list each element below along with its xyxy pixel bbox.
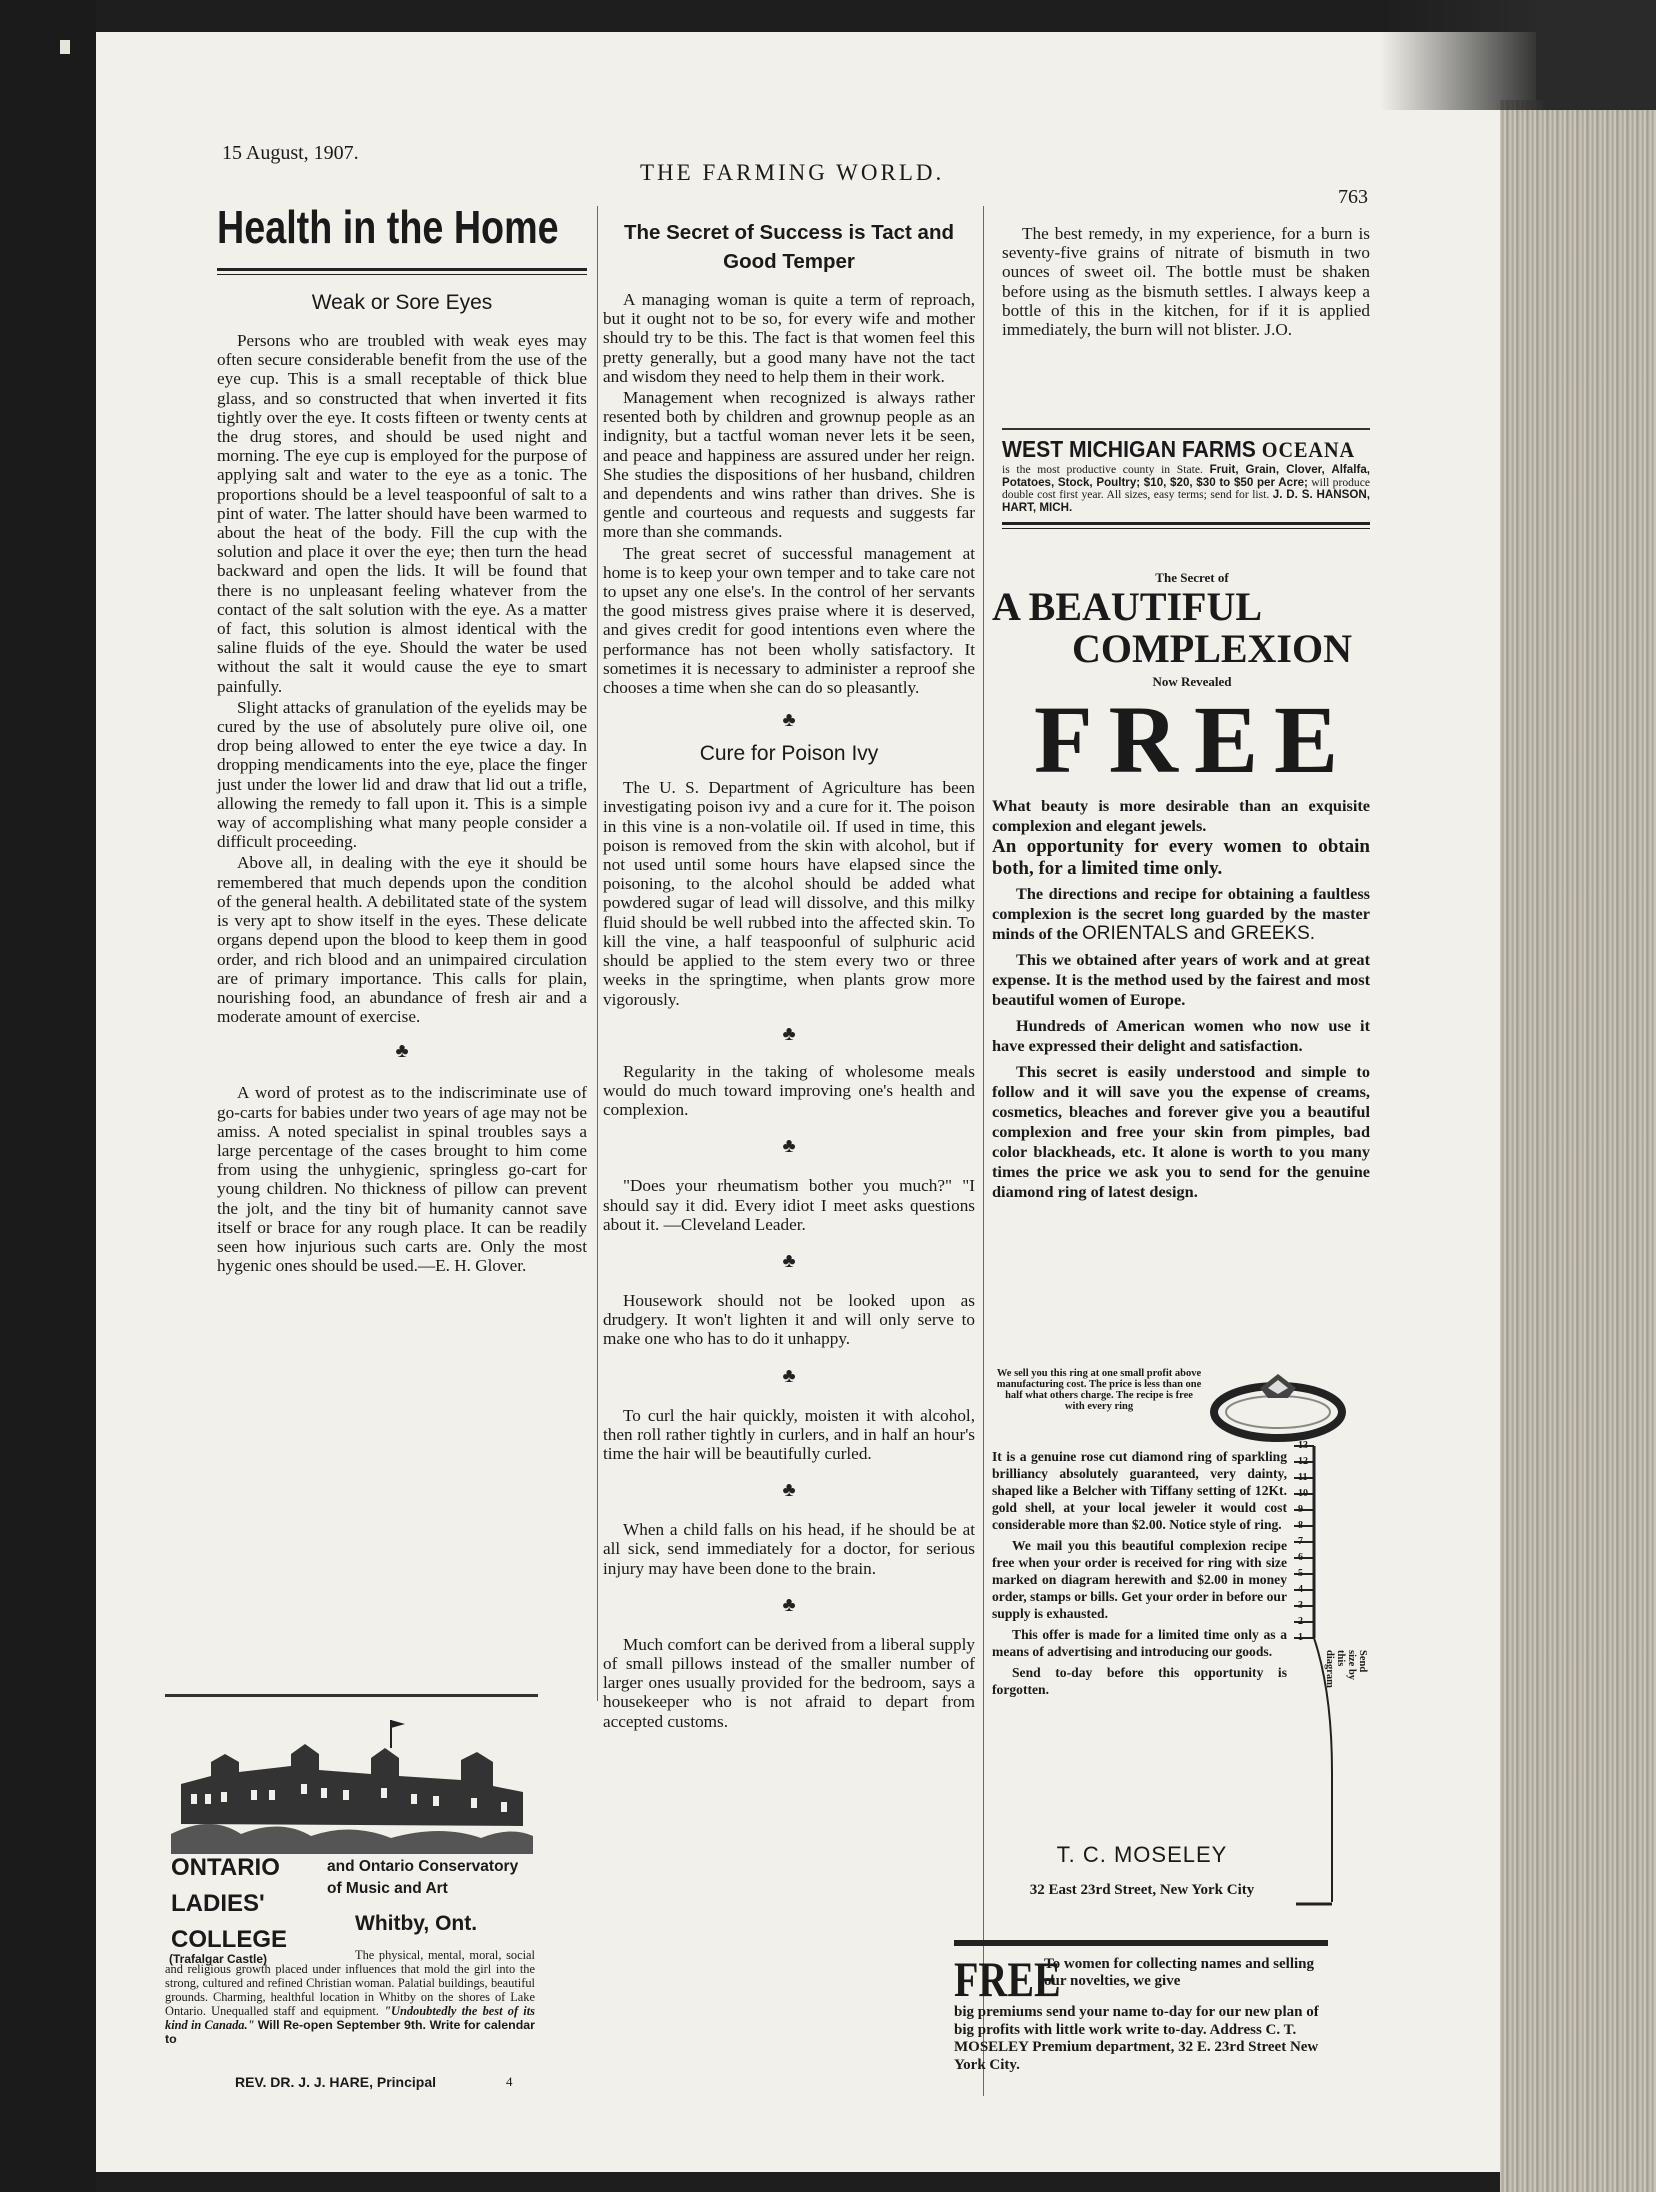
bc-signature: T. C. MOSELEY xyxy=(1056,1842,1228,1867)
college-body xyxy=(165,1948,535,2046)
bc-orientals: ORIENTALS and GREEKS. xyxy=(1082,923,1316,944)
gocart-paragraph: A word of protest as to the indiscriminate use of go-carts for babies under two years of age may not be amiss. A noted specialist in spinal troubles says a large percentage of the cases brought to him come from using the unhygienic, springless go-cart for young children. No thickness of pillow can prevent the jolt, and the tiny bit of humanity cannot save itself or brace for any rough place. It can be readily seen how injurious such carts are. Only the most hygenic ones should be used.—E. H. Glover. xyxy=(217,1083,587,1276)
page-header xyxy=(0,138,1656,208)
wmf-contact: J. D. S. HANSON, HART, MICH. xyxy=(1002,488,1370,514)
bc-headline: COMPLEXION xyxy=(1072,626,1352,671)
paragraph: Persons who are troubled with weak eyes may often secure considerable benefit from the use of the eye cup. This is a small receptable of thick blue glass, and so constructed that when inverted it fits tightly over the eye. It costs fifteen or twenty cents at the drug stores, and should be used night and morning. The eye cup is employed for the purpose of applying salt and water to the eye as a tonic. The proportions should be a level teaspoonful of salt to a pint of water. The latter should have been warmed to about the heat of the body. Fill the cup with the solution and place it over the eye; then turn the head backward and open the lids. It will be found that there is no unpleasant feeling whatever from the contact of the salt solution with the eye. As a matter of fact, this solution is almost identical with the saline fluids of the eye. Should the water be used without the salt it would cause the eye to smart painfully. xyxy=(217,331,587,696)
column-rule-1 xyxy=(597,206,598,1701)
college-reopen: Will Re-open September 9th. Write for calendar to xyxy=(165,2018,535,2046)
burn-paragraph: The best remedy, in my experience, for a burn is seventy-five grains of nitrate of bismuth in two ounces of sweet oil. The bottle must be shaken before using as the bismuth settles. I always keep a bottle of this in the kitchen, for if it is applied immediately, the burn will not blister. J.O. xyxy=(1002,224,1370,340)
bc-free: FREE xyxy=(1034,686,1355,793)
gauge-number: 8 xyxy=(1298,1520,1303,1531)
college-building-illustration xyxy=(171,1714,533,1854)
section-title-poison-ivy: Cure for Poison Ivy xyxy=(699,742,879,766)
college-subtitle: (Trafalgar Castle) xyxy=(169,1952,268,1966)
ad-rule xyxy=(1002,428,1370,430)
column-rule-2 xyxy=(983,206,984,2096)
wmf-title xyxy=(1002,436,1356,463)
bc-paragraph: Send to-day before this opportunity is forgotten. xyxy=(992,1665,1287,1697)
west-michigan-farms-ad xyxy=(1002,436,1370,529)
wmf-text: will produce double cost first year. All sizes, easy terms; send for list. xyxy=(1002,475,1370,501)
gauge-number: 3 xyxy=(1298,1600,1303,1611)
column-burn xyxy=(1002,224,1370,341)
diamond-ring-icon xyxy=(1208,1368,1358,1448)
ornament-icon: ♣ xyxy=(782,1135,796,1158)
short-item: When a child falls on his head, if he should be at all sick, send immediately for a doctor, for serious injury may have been done to the brain. xyxy=(603,1520,975,1578)
short-item: To curl the hair quickly, moisten it with alcohol, then roll rather tightly in curlers, and in half an hour's time the hair will be beautifully curled. xyxy=(603,1405,975,1463)
bc-paragraph: This secret is easily understood and simple to follow and it will save you the expense of creams, cosmetics, bleaches and forever give you a beautiful complexion and free your skin from pimples, bad color blackheads, etc. It alone is worth to you many times the price we ask you to send for the genuine diamond ring of latest design. xyxy=(992,1062,1370,1201)
section-title-tact: The Secret of Success is Tact and Good Temper xyxy=(623,221,955,273)
bc-paragraph: An opportunity for every women to obtain both, for a limited time only. xyxy=(992,836,1370,879)
masthead: Health in the Home xyxy=(217,201,559,253)
moseley-premium-ad xyxy=(954,1940,1328,2096)
wmf-text: is the most productive county in State. xyxy=(1002,463,1203,476)
complexion-ad xyxy=(992,570,1370,1898)
ctm-top: To women for collecting names and selling our novelties, we give xyxy=(1044,1956,1315,1989)
paragraph: Management when recognized is always rather resented both by children and grownup people as an indignity, but a tactful woman never lets it be seen, and peace and happiness are assured under her reign. She studies the dispositions of her husband, children and dependents and wins rather than drives. She is gentle and courteous and requests and suggests far more than she commands. xyxy=(603,388,975,542)
top-shadow xyxy=(1380,0,1656,110)
bc-paragraph: Hundreds of American women who now use it have expressed their delight and satisfaction. xyxy=(992,1016,1370,1055)
gauge-number: 13 xyxy=(1298,1440,1308,1451)
section-title-eyes: Weak or Sore Eyes xyxy=(311,291,493,314)
ornament-icon: ♣ xyxy=(395,1040,409,1063)
short-item: Regularity in the taking of wholesome meals would do much toward improving one's health and complexion. xyxy=(603,1061,975,1120)
ctm-free: FREE xyxy=(954,1951,1061,2007)
bc-address: 32 East 23rd Street, New York City xyxy=(1029,1882,1255,1898)
ring-note: We sell you this ring at one small profit above manufacturing cost. The price is less than one half what others charge. The recipe is free with every ring xyxy=(996,1368,1202,1412)
ctm-rest: big premiums send your name to-day for our new plan of big profits with little work write to-day. Address C. T. MOSELEY Premium department, 32 E. 23rd Street New York City. xyxy=(954,2004,1319,2073)
gauge-number: 10 xyxy=(1298,1488,1308,1499)
bc-paragraph xyxy=(992,884,1370,944)
bc-paragraph: We mail you this beautiful complexion recipe free when your order is received for ring with size marked on diagram herewith and $2.00 in money order, stamps or bills. Get your order in before our supply is exhausted. xyxy=(992,1538,1287,1621)
spine-mark xyxy=(60,40,70,54)
college-location: Whitby, Ont. xyxy=(355,1912,478,1935)
gauge-number: 2 xyxy=(1298,1616,1303,1627)
college-quote: "Undoubtedly the best of its kind in Canada." xyxy=(165,2004,535,2032)
wmf-products: Fruit, Grain, Clover, Alfalfa, Potatoes, Stock, Poultry; $10, $20, $30 to $50 per Acre; xyxy=(1002,463,1370,489)
bc-revealed: Now Revealed xyxy=(1152,674,1232,689)
column-health xyxy=(217,200,587,1277)
ad-number: 4 xyxy=(506,2074,513,2089)
ornament-icon: ♣ xyxy=(782,1479,796,1502)
wmf-body xyxy=(1002,464,1370,514)
college-name-line: LADIES' xyxy=(171,1890,265,1917)
page-edges xyxy=(1500,100,1656,2192)
ornament-icon: ♣ xyxy=(782,1249,796,1272)
book-spine xyxy=(0,0,96,2192)
ring-offer xyxy=(992,1368,1370,1448)
gauge-number: 1 xyxy=(1298,1632,1303,1643)
bc-headline: A BEAUTIFUL xyxy=(992,584,1263,629)
short-item: Much comfort can be derived from a liberal supply of small pillows instead of the smaller number of larger ones usually provided for the bedroom, says a housekeeper who is not afraid to depart from accepted customs. xyxy=(603,1634,975,1731)
paragraph: The great secret of successful management at home is to keep your own temper and to take care not to upset any one else's. In the control of her servants the good mistress gives praise where it is deserved, and gives credit for good intentions even where the performance has not been wholly satisfactory. It sometimes it is necessary to administer a reproof she chooses a time when she can do so pleasantly. xyxy=(603,543,975,698)
wmf-rule xyxy=(1002,522,1370,529)
paragraph: The U. S. Department of Agriculture has been investigating poison ivy and a cure for it. The poison in this vine is a non-volatile oil. If used in time, this poison is removed from the skin with alcohol, but if not used until some hours have elapsed since the poisoning, to the alcohol should be added what powdered sugar of lead will dissolve, and this milky fluid should be well rubbed into the affected skin. To kill the vine, a half teaspoonful of sulphuric acid should be applied to the stem every two or three weeks in the springtime, when plants grow more vigorously. xyxy=(603,778,975,1009)
gauge-number: 4 xyxy=(1298,1584,1303,1595)
gauge-number: 12 xyxy=(1298,1456,1308,1467)
issue-date: 15 August, 1907. xyxy=(222,142,359,164)
ornament-icon: ♣ xyxy=(782,709,796,732)
college-name-line: COLLEGE xyxy=(171,1926,288,1953)
bc-paragraph: It is a genuine rose cut diamond ring of sparkling brilliancy absolutely guaranteed, very dainty, shaped like a Belcher with Tiffany setting of 12Kt. gold shell, at your local jeweler it would cost considerable more than $2.00. Notice style of ring. xyxy=(992,1449,1287,1532)
wmf-name: WEST MICHIGAN FARMS xyxy=(1002,436,1256,462)
publication-title: THE FARMING WORLD. xyxy=(640,160,945,185)
gauge-label: Send size by this diagram xyxy=(1324,1650,1368,1688)
college-ad xyxy=(165,1704,538,2094)
college-conservatory: and Ontario Conservatory of Music and Art xyxy=(327,1858,519,1897)
ornament-icon: ♣ xyxy=(782,1022,796,1045)
bc-text: The directions and recipe for obtaining a faultless complexion is the secret long guarded by the master minds of the xyxy=(992,884,1370,943)
gauge-number: 7 xyxy=(1298,1536,1303,1547)
college-description: The physical, mental, moral, social and religious growth placed under influences that mold the girl into the strong, cultured and refined Christian woman. Palatial buildings, beautiful grounds. Charming, healthful location in Whitby on the shores of Lake Ontario. Unequalled staff and equipment. xyxy=(165,1948,535,2018)
gauge-number: 5 xyxy=(1298,1568,1303,1579)
bc-lower xyxy=(992,1448,1287,1698)
masthead-rule xyxy=(217,268,587,275)
ornament-icon: ♣ xyxy=(782,1593,796,1616)
college-name xyxy=(171,1850,287,1958)
short-item: "Does your rheumatism bother you much?" "I should say it did. Every idiot I meet asks questions about it. —Cleveland Leader. xyxy=(603,1176,975,1234)
college-principal: REV. DR. J. J. HARE, Principal xyxy=(235,2074,436,2090)
gauge-number: 6 xyxy=(1298,1552,1303,1563)
gauge-number: 11 xyxy=(1298,1472,1308,1483)
bc-paragraph: This offer is made for a limited time only as a means of advertising and introducing our goods. xyxy=(992,1627,1287,1659)
bc-secret: The Secret of xyxy=(1155,570,1229,585)
college-name-line: ONTARIO xyxy=(171,1854,280,1881)
bc-paragraph: This we obtained after years of work and at great expense. It is the method used by the fairest and most beautiful women of Europe. xyxy=(992,950,1370,1009)
paragraph: A managing woman is quite a term of reproach, but it ought not to be so, for every wife and mother should try to be this. The fact is that women feel this pretty generally, but a good many have not the tact and wisdom they need to help them in their work. xyxy=(603,290,975,386)
bc-body xyxy=(992,796,1370,1202)
gauge-number: 9 xyxy=(1298,1504,1303,1515)
bc-paragraph: What beauty is more desirable than an exquisite complexion and elegant jewels. xyxy=(992,796,1370,835)
ornament-icon: ♣ xyxy=(782,1364,796,1387)
ad-rule xyxy=(165,1694,538,1697)
paragraph: Slight attacks of granulation of the eyelids may be cured by the use of absolutely pure olive oil, one drop being allowed to enter the eye twice a day. In dropping mendicaments into the eye, place the finger just under the lower lid and draw that lid out a trifle, allowing the remedy to fall upon it. This is a simple way of accomplishing what many people consider a difficult proceeding. xyxy=(217,697,587,852)
short-item: Housework should not be looked upon as drudgery. It won't lighten it and will only serve to make one who has to do it unhappy. xyxy=(603,1290,975,1349)
wmf-oceana: OCEANA xyxy=(1261,437,1356,462)
column-tact xyxy=(603,218,975,1733)
page-number: 763 xyxy=(1338,186,1368,208)
gauge-numbers xyxy=(1298,1438,1308,1646)
paragraph: Above all, in dealing with the eye it should be remembered that much depends upon the condition of the general health. A debilitated state of the system is very apt to show itself in the eyes. These delicate organs depend upon the blood to keep them in good order, and rich blood and an unimpaired circulation are of primary importance. This calls for plain, nourishing food, an abundance of fresh air and a moderate amount of exercise. xyxy=(217,853,587,1027)
